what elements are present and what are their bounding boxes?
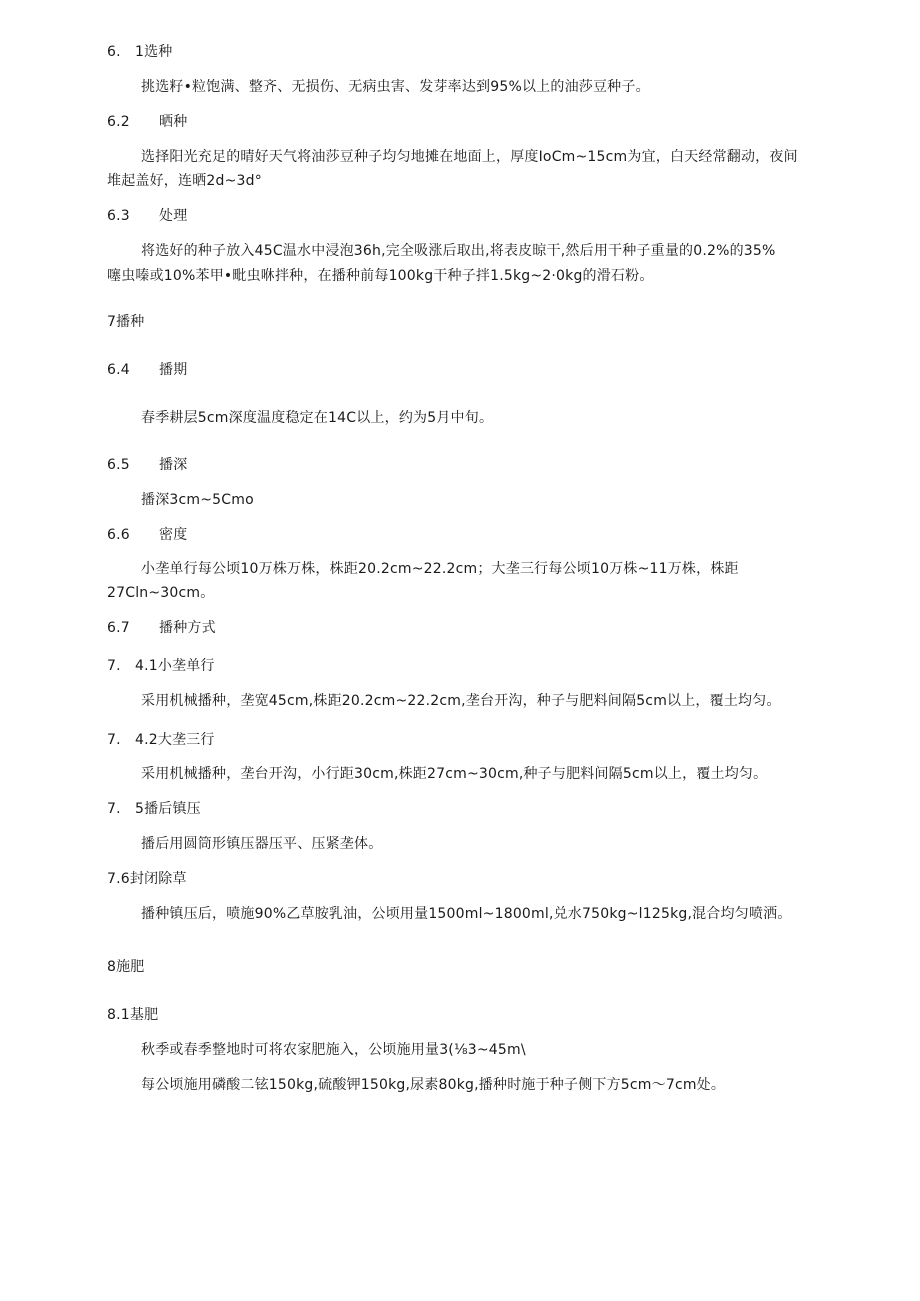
paragraph-6-3-line-1: 将选好的种子放入45C温水中浸泡36h,完全吸涨后取出,将表皮晾干,然后用干种子重量的0.2%的35%: [141, 243, 776, 259]
heading-6-3: [107, 207, 187, 225]
heading-7-4-1: 7. 4.1小垄单行: [107, 658, 215, 674]
paragraph-8-1-line-2: 每公顷施用磷酸二铉150kg,硫酸钾150kg,尿素80kg,播种时施于种子侧下方5cm～7cm处。: [141, 1077, 726, 1093]
heading-6-3-number: 6.3: [107, 208, 130, 224]
paragraph-6-2-line-2: 堆起盖好，连晒2d~3d°: [107, 173, 262, 189]
paragraph-6-6-line-1: 小垄单行每公顷10万株万株，株距20.2cm~22.2cm；大垄三行每公顷10万株~11万株，株距: [141, 561, 739, 577]
paragraph-6-4: 春季耕层5cm深度温度稳定在14C以上，约为5月中旬。: [141, 410, 494, 426]
heading-8-1: 8.1基肥: [107, 1007, 159, 1023]
paragraph-8-1-line-1: 秋季或春季整地时可将农家肥施入，公顷施用量3(⅛3~45m\: [141, 1042, 526, 1058]
heading-7: 7播种: [107, 314, 145, 330]
paragraph-7-5: 播后用圆筒形镇压器压平、压紧垄体。: [141, 836, 383, 852]
heading-6-6-title: 密度: [159, 527, 188, 543]
paragraph-7-6: 播种镇压后，喷施90%乙草胺乳油，公顷用量1500ml~1800ml,兑水750kg~l125kg,混合均匀喷洒。: [141, 906, 792, 922]
heading-6-1: 6. 1选种: [107, 44, 173, 60]
paragraph-6-3-line-2: 噻虫嗪或10%苯甲•毗虫咻拌种，在播种前每100kg干种子拌1.5kg~2·0kg的滑石粉。: [107, 268, 654, 284]
heading-7-4-2: 7. 4.2大垄三行: [107, 732, 215, 748]
heading-6-4: [107, 361, 187, 379]
heading-7-5: 7. 5播后镇压: [107, 801, 201, 817]
heading-6-2-title: 晒种: [159, 114, 188, 130]
paragraph-7-4-2: 采用机械播种，垄台开沟，小行距30cm,株距27cm~30cm,种子与肥料间隔5cm以上，覆土均匀。: [141, 766, 768, 782]
paragraph-7-4-1: 采用机械播种，垄宽45cm,株距20.2cm~22.2cm,垄台开沟，种子与肥料间隔5cm以上，覆土均匀。: [141, 693, 781, 709]
heading-6-6: [107, 526, 187, 544]
heading-6-4-title: 播期: [159, 362, 188, 378]
heading-6-7: [107, 619, 216, 637]
heading-6-4-number: 6.4: [107, 362, 130, 378]
paragraph-6-1: 挑选籽•粒饱满、整齐、无损伤、无病虫害、发芽率达到95%以上的油莎豆种子。: [141, 79, 650, 95]
heading-6-3-title: 处理: [159, 208, 188, 224]
heading-6-7-title: 播种方式: [159, 620, 216, 636]
heading-8: 8施肥: [107, 959, 145, 975]
heading-6-7-number: 6.7: [107, 620, 130, 636]
paragraph-6-6-line-2: 27Cln~30cm。: [107, 585, 215, 601]
heading-7-6: 7.6封闭除草: [107, 871, 187, 887]
paragraph-6-2-line-1: 选择阳光充足的晴好天气将油莎豆种子均匀地摊在地面上，厚度IoCm~15cm为宜，白天经常翻动，夜间: [141, 149, 798, 165]
heading-6-5-number: 6.5: [107, 457, 130, 473]
heading-6-2-number: 6.2: [107, 114, 130, 130]
heading-6-5-title: 播深: [159, 457, 188, 473]
heading-6-2: [107, 113, 187, 131]
heading-6-6-number: 6.6: [107, 527, 130, 543]
heading-6-5: [107, 456, 187, 474]
paragraph-6-5: 播深3cm~5Cmo: [141, 492, 254, 508]
